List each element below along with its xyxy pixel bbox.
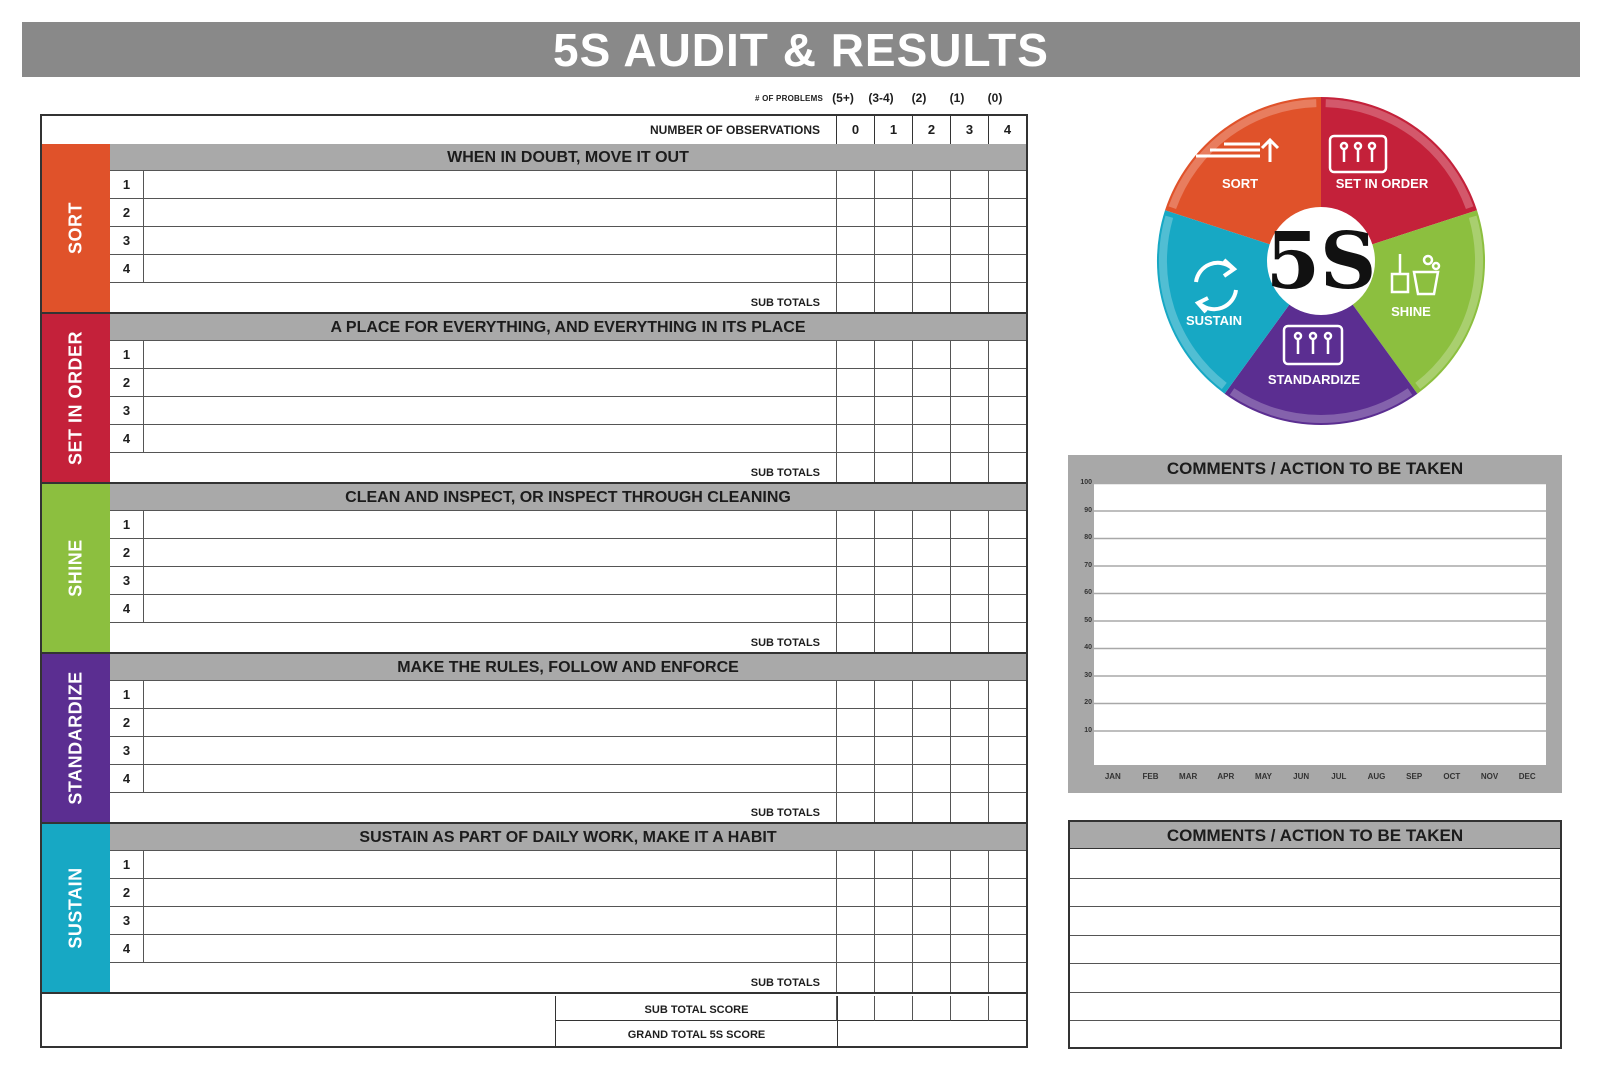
section-header: MAKE THE RULES, FOLLOW AND ENFORCE [110, 654, 1026, 681]
score-cell[interactable] [874, 255, 912, 282]
y-tick-label: 100 [1080, 479, 1092, 486]
row-number: 3 [110, 567, 144, 594]
score-cell[interactable] [988, 397, 1026, 424]
problems-header-row [40, 88, 1028, 110]
score-cell[interactable] [874, 539, 912, 566]
row-number: 4 [110, 935, 144, 962]
score-cell[interactable] [836, 935, 874, 962]
audit-row[interactable] [110, 851, 1026, 879]
audit-row[interactable] [110, 567, 1026, 595]
audit-section [42, 654, 1026, 824]
audit-section [42, 144, 1026, 314]
comment-line[interactable] [1070, 906, 1560, 907]
audit-row[interactable] [110, 511, 1026, 539]
score-cell[interactable] [912, 397, 950, 424]
row-number: 1 [110, 171, 144, 198]
chart-gridlines [1094, 483, 1546, 765]
score-cell[interactable] [836, 227, 874, 254]
x-tick-label: MAR [1179, 772, 1198, 781]
score-cell[interactable] [950, 851, 988, 878]
observation-score: 1 [874, 116, 912, 144]
observation-score: 3 [950, 116, 988, 144]
audit-section [42, 314, 1026, 484]
score-cell[interactable] [836, 765, 874, 792]
score-cell[interactable] [988, 341, 1026, 368]
score-cell[interactable] [950, 935, 988, 962]
score-cell[interactable] [836, 511, 874, 538]
subtotal-cell[interactable] [912, 793, 950, 822]
row-number: 2 [110, 879, 144, 906]
problems-header: (2) [911, 91, 927, 105]
subtotals-label: SUB TOTALS [750, 467, 820, 479]
score-cell[interactable] [836, 369, 874, 396]
score-cell[interactable] [912, 171, 950, 198]
section-tab [42, 824, 110, 992]
section-header: A PLACE FOR EVERYTHING, AND EVERYTHING IN ITS PLACE [110, 314, 1026, 341]
row-number: 4 [110, 425, 144, 452]
wheel-center-label: 5S [1265, 216, 1377, 307]
subtotal-cell[interactable] [836, 963, 874, 992]
score-cell[interactable] [988, 879, 1026, 906]
audit-row[interactable] [110, 539, 1026, 567]
subtotals-row [110, 283, 1026, 312]
score-cell[interactable] [988, 681, 1026, 708]
subtotal-cell[interactable] [912, 623, 950, 652]
5s-wheel [1152, 92, 1490, 430]
subtotal-cell[interactable] [874, 623, 912, 652]
wheel-label-set-in-order: SET IN ORDER [1335, 176, 1429, 191]
subtotal-cell[interactable] [874, 453, 912, 482]
score-cell[interactable] [836, 567, 874, 594]
audit-row[interactable] [110, 369, 1026, 397]
score-cell[interactable] [874, 397, 912, 424]
section-tab [42, 144, 110, 312]
score-cell[interactable] [988, 709, 1026, 736]
score-cell[interactable] [950, 567, 988, 594]
score-cell[interactable] [988, 425, 1026, 452]
comment-line[interactable] [1070, 935, 1560, 936]
subtotals-row [110, 793, 1026, 822]
subtotal-cell[interactable] [874, 963, 912, 992]
grand-total-label: GRAND TOTAL 5S SCORE [556, 1021, 838, 1046]
subtotals-label: SUB TOTALS [750, 297, 820, 309]
score-cell[interactable] [874, 199, 912, 226]
score-cell[interactable] [874, 935, 912, 962]
y-tick-label: 90 [1084, 506, 1092, 514]
row-number: 1 [110, 341, 144, 368]
score-cell[interactable] [836, 425, 874, 452]
score-cell[interactable] [836, 851, 874, 878]
row-number: 2 [110, 199, 144, 226]
section-header: WHEN IN DOUBT, MOVE IT OUT [110, 144, 1026, 171]
score-cell[interactable] [912, 935, 950, 962]
audit-row[interactable] [110, 595, 1026, 623]
comments-panel-title: COMMENTS / ACTION TO BE TAKEN [1070, 822, 1560, 849]
subtotal-cell[interactable] [836, 623, 874, 652]
score-cell[interactable] [988, 851, 1026, 878]
subtotal-cell[interactable] [874, 793, 912, 822]
audit-row[interactable] [110, 227, 1026, 255]
y-tick-label: 50 [1084, 616, 1092, 624]
audit-section [42, 484, 1026, 654]
observations-label: NUMBER OF OBSERVATIONS [649, 123, 820, 137]
subtotals-label: SUB TOTALS [750, 637, 820, 649]
audit-row[interactable] [110, 397, 1026, 425]
score-cell[interactable] [950, 369, 988, 396]
score-cell[interactable] [912, 255, 950, 282]
audit-row[interactable] [110, 737, 1026, 765]
row-number: 3 [110, 397, 144, 424]
subtotal-cell[interactable] [836, 283, 874, 312]
observation-score: 0 [836, 116, 874, 144]
x-tick-label: NOV [1480, 772, 1499, 781]
problems-header: (0) [987, 91, 1003, 105]
sub-total-score-cell[interactable] [988, 996, 1026, 1021]
wheel-label-shine: SHINE [1391, 304, 1431, 319]
score-cell[interactable] [950, 171, 988, 198]
subtotal-cell[interactable] [912, 453, 950, 482]
score-cell[interactable] [874, 851, 912, 878]
subtotal-cell[interactable] [836, 453, 874, 482]
sub-total-score-cell[interactable] [874, 996, 912, 1021]
score-cell[interactable] [836, 199, 874, 226]
subtotal-cell[interactable] [988, 793, 1026, 822]
score-cell[interactable] [950, 765, 988, 792]
score-cell[interactable] [836, 255, 874, 282]
score-cell[interactable] [874, 595, 912, 622]
audit-row[interactable] [110, 709, 1026, 737]
section-tab-label: SHINE [65, 539, 86, 597]
problems-header: (3-4) [868, 91, 894, 105]
section-tab-label: SUSTAIN [65, 867, 86, 949]
score-cell[interactable] [988, 511, 1026, 538]
section-tab [42, 314, 110, 482]
score-cell[interactable] [874, 567, 912, 594]
subtotals-label: SUB TOTALS [750, 807, 820, 819]
score-cell[interactable] [950, 199, 988, 226]
row-number: 4 [110, 255, 144, 282]
score-cell[interactable] [912, 709, 950, 736]
row-number: 3 [110, 907, 144, 934]
subtotal-cell[interactable] [912, 283, 950, 312]
score-cell[interactable] [912, 369, 950, 396]
subtotal-cell[interactable] [912, 963, 950, 992]
subtotals-row [110, 963, 1026, 992]
subtotal-cell[interactable] [950, 623, 988, 652]
score-cell[interactable] [874, 879, 912, 906]
score-cell[interactable] [988, 567, 1026, 594]
results-chart-panel [1068, 455, 1562, 793]
score-cell[interactable] [836, 171, 874, 198]
score-cell[interactable] [836, 595, 874, 622]
section-tab-label: SORT [65, 201, 86, 255]
x-tick-label: MAY [1254, 772, 1273, 781]
score-cell[interactable] [874, 737, 912, 764]
row-number: 1 [110, 681, 144, 708]
score-cell[interactable] [988, 227, 1026, 254]
score-cell[interactable] [836, 907, 874, 934]
comment-line[interactable] [1070, 992, 1560, 993]
score-cell[interactable] [874, 369, 912, 396]
score-cell[interactable] [988, 935, 1026, 962]
row-number: 4 [110, 765, 144, 792]
score-cell[interactable] [836, 539, 874, 566]
score-cell[interactable] [912, 879, 950, 906]
row-number: 2 [110, 369, 144, 396]
row-number: 2 [110, 539, 144, 566]
score-cell[interactable] [874, 709, 912, 736]
observation-score: 2 [912, 116, 950, 144]
score-cell[interactable] [988, 595, 1026, 622]
audit-section [42, 824, 1026, 994]
subtotal-cell[interactable] [988, 963, 1026, 992]
subtotals-row [110, 623, 1026, 652]
score-cell[interactable] [912, 425, 950, 452]
y-tick-label: 10 [1084, 726, 1092, 734]
subtotal-cell[interactable] [874, 283, 912, 312]
score-cell[interactable] [988, 907, 1026, 934]
score-cell[interactable] [912, 341, 950, 368]
row-number: 1 [110, 851, 144, 878]
score-cell[interactable] [950, 709, 988, 736]
score-cell[interactable] [836, 397, 874, 424]
score-cell[interactable] [874, 341, 912, 368]
score-cell[interactable] [988, 255, 1026, 282]
observation-score: 4 [988, 116, 1026, 144]
observations-row [42, 116, 1026, 146]
x-tick-label: JAN [1104, 772, 1121, 781]
score-cell[interactable] [874, 681, 912, 708]
subtotal-cell[interactable] [950, 963, 988, 992]
score-cell[interactable] [950, 255, 988, 282]
audit-row[interactable] [110, 341, 1026, 369]
score-cell[interactable] [836, 737, 874, 764]
score-cell[interactable] [988, 737, 1026, 764]
grand-total-cell[interactable] [836, 1021, 1026, 1046]
section-header: CLEAN AND INSPECT, OR INSPECT THROUGH CLEANING [110, 484, 1026, 511]
score-cell[interactable] [836, 879, 874, 906]
audit-row[interactable] [110, 425, 1026, 453]
section-tab [42, 484, 110, 652]
score-cell[interactable] [950, 425, 988, 452]
score-cell[interactable] [950, 539, 988, 566]
sub-total-score-cell[interactable] [912, 996, 950, 1021]
row-number: 3 [110, 737, 144, 764]
score-cell[interactable] [912, 851, 950, 878]
score-cell[interactable] [950, 681, 988, 708]
audit-table [40, 114, 1028, 1048]
score-cell[interactable] [874, 171, 912, 198]
score-cell[interactable] [836, 709, 874, 736]
subtotals-label: SUB TOTALS [750, 977, 820, 989]
problems-header: (5+) [832, 91, 854, 105]
comments-panel [1068, 820, 1562, 1049]
score-cell[interactable] [988, 369, 1026, 396]
x-tick-label: SEP [1406, 772, 1423, 781]
score-cell[interactable] [912, 595, 950, 622]
section-header: SUSTAIN AS PART OF DAILY WORK, MAKE IT A HABIT [110, 824, 1026, 851]
chart-panel-title: COMMENTS / ACTION TO BE TAKEN [1166, 459, 1464, 478]
x-tick-label: APR [1217, 772, 1235, 781]
x-tick-label: DEC [1518, 772, 1536, 781]
x-tick-label: JUN [1293, 772, 1310, 781]
audit-row[interactable] [110, 681, 1026, 709]
sub-total-score-label: SUB TOTAL SCORE [556, 996, 838, 1021]
wheel-label-standardize: STANDARDIZE [1267, 372, 1361, 387]
subtotal-cell[interactable] [988, 453, 1026, 482]
y-tick-label: 80 [1084, 534, 1092, 541]
score-cell[interactable] [988, 171, 1026, 198]
x-tick-label: OCT [1443, 772, 1461, 781]
x-tick-label: JUL [1331, 772, 1347, 781]
score-cell[interactable] [912, 765, 950, 792]
results-chart-area[interactable] [1094, 483, 1546, 765]
score-cell[interactable] [836, 341, 874, 368]
row-number: 2 [110, 709, 144, 736]
score-cell[interactable] [912, 567, 950, 594]
row-number: 3 [110, 227, 144, 254]
score-cell[interactable] [912, 199, 950, 226]
wheel-label-sustain: SUSTAIN [1185, 313, 1243, 328]
comment-line[interactable] [1070, 878, 1560, 879]
score-cell[interactable] [950, 907, 988, 934]
comment-line[interactable] [1070, 1020, 1560, 1021]
score-cell[interactable] [988, 765, 1026, 792]
score-cell[interactable] [950, 879, 988, 906]
audit-row[interactable] [110, 907, 1026, 935]
subtotal-cell[interactable] [988, 623, 1026, 652]
y-tick-label: 40 [1084, 644, 1092, 651]
audit-row[interactable] [110, 879, 1026, 907]
problems-header: (1) [949, 91, 965, 105]
audit-row[interactable] [110, 199, 1026, 227]
subtotals-row [110, 453, 1026, 482]
subtotal-cell[interactable] [836, 793, 874, 822]
score-notes-box[interactable] [42, 996, 556, 1046]
score-cell[interactable] [874, 227, 912, 254]
audit-row[interactable] [110, 255, 1026, 283]
audit-row[interactable] [110, 935, 1026, 963]
score-cell[interactable] [874, 425, 912, 452]
score-summary [42, 996, 1026, 1046]
row-number: 4 [110, 595, 144, 622]
score-cell[interactable] [950, 341, 988, 368]
section-tab-label: SET IN ORDER [65, 330, 86, 466]
score-cell[interactable] [874, 765, 912, 792]
y-tick-label: 30 [1084, 671, 1092, 679]
x-tick-label: AUG [1367, 772, 1386, 781]
subtotal-cell[interactable] [950, 453, 988, 482]
sub-total-score-cell[interactable] [950, 996, 988, 1021]
y-tick-label: 70 [1084, 561, 1092, 569]
score-cell[interactable] [950, 397, 988, 424]
subtotal-cell[interactable] [950, 283, 988, 312]
score-cell[interactable] [836, 681, 874, 708]
score-cell[interactable] [988, 199, 1026, 226]
sub-total-score-cell[interactable] [836, 996, 874, 1021]
score-cell[interactable] [912, 227, 950, 254]
score-cell[interactable] [912, 737, 950, 764]
y-tick-label: 60 [1084, 589, 1092, 596]
page-title: 5S AUDIT & RESULTS [22, 22, 1580, 77]
comment-line[interactable] [1070, 963, 1560, 964]
audit-row[interactable] [110, 765, 1026, 793]
x-tick-label: FEB [1142, 772, 1159, 781]
score-cell[interactable] [950, 511, 988, 538]
score-cell[interactable] [912, 681, 950, 708]
row-number: 1 [110, 511, 144, 538]
score-cell[interactable] [874, 511, 912, 538]
wheel-label-sort: SORT [1221, 176, 1259, 191]
subtotal-cell[interactable] [950, 793, 988, 822]
problems-label: # OF PROBLEMS [755, 94, 823, 103]
section-tab [42, 654, 110, 822]
audit-row[interactable] [110, 171, 1026, 199]
score-cell[interactable] [988, 539, 1026, 566]
score-cell[interactable] [950, 737, 988, 764]
y-tick-label: 20 [1084, 699, 1092, 706]
score-cell[interactable] [912, 539, 950, 566]
score-cell[interactable] [950, 595, 988, 622]
score-cell[interactable] [912, 511, 950, 538]
subtotal-cell[interactable] [988, 283, 1026, 312]
score-cell[interactable] [912, 907, 950, 934]
score-cell[interactable] [950, 227, 988, 254]
score-cell[interactable] [874, 907, 912, 934]
section-tab-label: STANDARDIZE [65, 671, 86, 805]
